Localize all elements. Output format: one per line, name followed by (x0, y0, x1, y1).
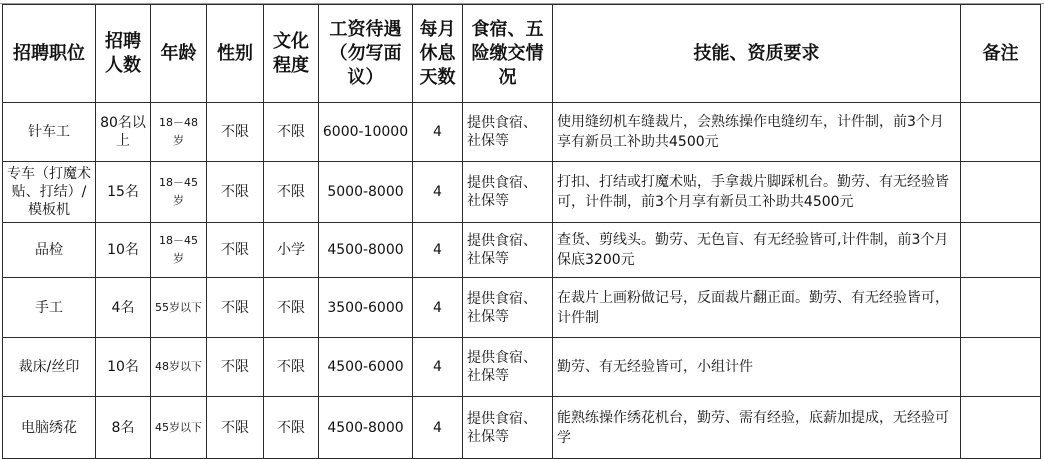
header-gender: 性别 (207, 5, 264, 103)
cell-education: 不限 (264, 397, 319, 459)
cell-rest-days: 4 (413, 103, 463, 162)
cell-notes (961, 397, 1041, 459)
header-salary: 工资待遇（勿写面议） (319, 5, 413, 103)
cell-salary: 4500-6000 (319, 338, 413, 397)
cell-education: 不限 (264, 162, 319, 223)
cell-age: 55岁以下 (151, 278, 207, 338)
header-age: 年龄 (151, 5, 207, 103)
cell-education: 不限 (264, 278, 319, 338)
cell-gender: 不限 (207, 162, 264, 223)
cell-requirements: 使用缝纫机车缝裁片，会熟练操作电缝纫车，计件制，前3个月享有新员工补助共4500元 (553, 103, 961, 162)
cell-notes (961, 223, 1041, 278)
cell-education: 小学 (264, 223, 319, 278)
header-row (3, 5, 1041, 103)
cell-count: 10名 (96, 338, 151, 397)
cell-age: 45岁以下 (151, 397, 207, 459)
cell-notes (961, 103, 1041, 162)
cell-requirements: 勤劳、有无经验皆可，小组计件 (553, 338, 961, 397)
header-education: 文化程度 (264, 5, 319, 103)
cell-count: 4名 (96, 278, 151, 338)
header-count: 招聘人数 (96, 5, 151, 103)
cell-age: 48岁以下 (151, 338, 207, 397)
table-row (3, 223, 1041, 278)
cell-rest-days: 4 (413, 397, 463, 459)
cell-position: 专车（打魔术贴、打结）/模板机 (3, 162, 96, 223)
cell-gender: 不限 (207, 278, 264, 338)
cell-benefits: 提供食宿、社保等 (463, 278, 553, 338)
table-row (3, 338, 1041, 397)
cell-notes (961, 162, 1041, 223)
cell-position: 手工 (3, 278, 96, 338)
header-benefits: 食宿、五险缴交情况 (463, 5, 553, 103)
table-row (3, 397, 1041, 459)
cell-gender: 不限 (207, 397, 264, 459)
cell-gender: 不限 (207, 223, 264, 278)
cell-requirements: 能熟练操作绣花机台，勤劳、需有经验，底薪加提成，无经验可学 (553, 397, 961, 459)
header-rest-days: 每月休息天数 (413, 5, 463, 103)
cell-requirements: 打扣、打结或打魔术贴，手拿裁片脚踩机台。勤劳、有无经验皆可，计件制，前3个月享有新员工补助共4500元 (553, 162, 961, 223)
cell-gender: 不限 (207, 338, 264, 397)
cell-age: 18－45岁 (151, 223, 207, 278)
cell-salary: 4500-8000 (319, 397, 413, 459)
cell-benefits: 提供食宿、社保等 (463, 162, 553, 223)
cell-count: 80名以上 (96, 103, 151, 162)
table-row (3, 103, 1041, 162)
cell-salary: 3500-6000 (319, 278, 413, 338)
cell-rest-days: 4 (413, 278, 463, 338)
header-requirements: 技能、资质要求 (553, 5, 961, 103)
cell-position: 品检 (3, 223, 96, 278)
cell-salary: 4500-8000 (319, 223, 413, 278)
header-position: 招聘职位 (3, 5, 96, 103)
cell-benefits: 提供食宿、社保等 (463, 103, 553, 162)
cell-count: 10名 (96, 223, 151, 278)
cell-position: 裁床/丝印 (3, 338, 96, 397)
cell-rest-days: 4 (413, 223, 463, 278)
cell-benefits: 提供食宿、社保等 (463, 338, 553, 397)
recruitment-table (2, 4, 1041, 459)
cell-position: 针车工 (3, 103, 96, 162)
cell-age: 18－45岁 (151, 162, 207, 223)
cell-notes (961, 338, 1041, 397)
table-row (3, 278, 1041, 338)
cell-benefits: 提供食宿、社保等 (463, 397, 553, 459)
cell-rest-days: 4 (413, 162, 463, 223)
cell-education: 不限 (264, 103, 319, 162)
cell-salary: 5000-8000 (319, 162, 413, 223)
cell-count: 15名 (96, 162, 151, 223)
cell-age: 18－48岁 (151, 103, 207, 162)
header-notes: 备注 (961, 5, 1041, 103)
cell-education: 不限 (264, 338, 319, 397)
cell-count: 8名 (96, 397, 151, 459)
cell-benefits: 提供食宿、社保等 (463, 223, 553, 278)
cell-salary: 6000-10000 (319, 103, 413, 162)
cell-requirements: 在裁片上画粉做记号，反面裁片翻正面。勤劳、有无经验皆可，计件制 (553, 278, 961, 338)
table-row (3, 162, 1041, 223)
cell-gender: 不限 (207, 103, 264, 162)
cell-requirements: 查货、剪线头。勤劳、无色盲、有无经验皆可,计件制，前3个月保底3200元 (553, 223, 961, 278)
cell-position: 电脑绣花 (3, 397, 96, 459)
cell-rest-days: 4 (413, 338, 463, 397)
cell-notes (961, 278, 1041, 338)
